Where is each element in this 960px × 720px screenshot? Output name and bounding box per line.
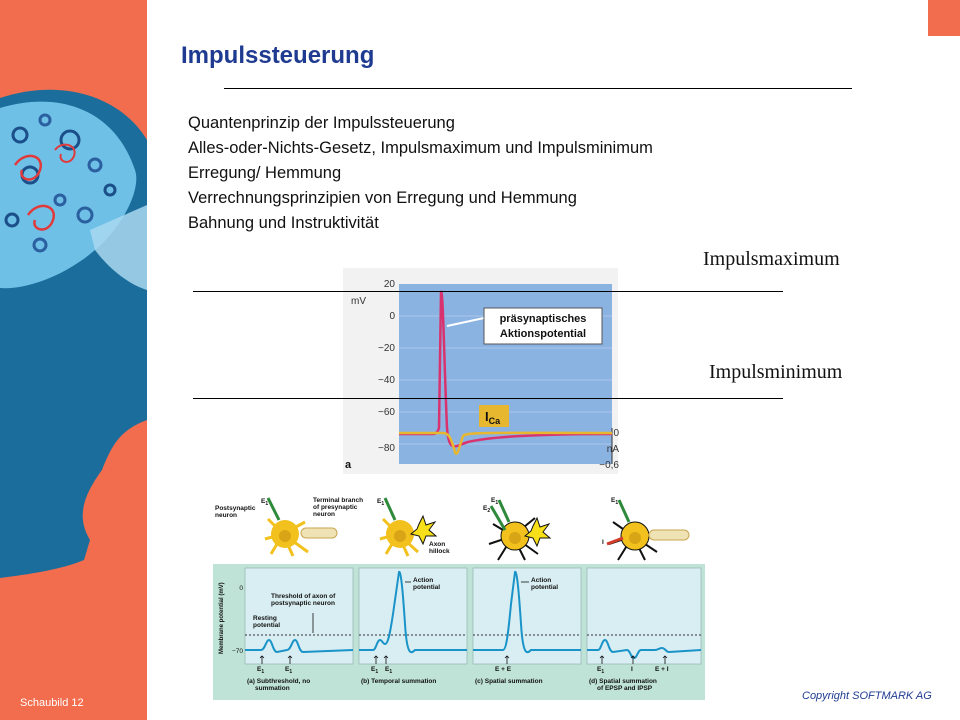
event-label: $E_1$ xyxy=(385,666,393,675)
e1-label: $E_1$ xyxy=(377,498,385,507)
panel-caption: (a) Subthreshold, no summation xyxy=(247,678,311,692)
head-profile-illustration xyxy=(0,0,147,720)
event-label: $E_1$ xyxy=(597,666,605,675)
orange-square xyxy=(928,0,960,36)
bullet-item: Verrechnungsprinzipien von Erregung und Hemmung xyxy=(188,189,577,207)
impulsmaximum-line xyxy=(193,291,783,292)
panel-caption: (c) Spatial summation xyxy=(475,678,543,685)
right-tick-label: −0,6 xyxy=(599,460,619,471)
panel-letter: a xyxy=(345,459,352,471)
y-tick-label: 20 xyxy=(383,279,395,290)
panel-caption: (d) Spatial summation of EPSP and IPSP xyxy=(589,678,657,692)
bullet-item: Bahnung und Instruktivität xyxy=(188,214,379,232)
bullet-list xyxy=(188,111,653,236)
callout-line: Aktionspotential xyxy=(499,328,587,340)
y-tick-label: −80 xyxy=(378,443,395,454)
action-potential-chart xyxy=(343,268,618,474)
action-potential-label: Action potential xyxy=(413,577,441,591)
bullet-item: Quantenprinzip der Impulssteuerung xyxy=(188,114,455,132)
panel-caption: (b) Temporal summation xyxy=(361,678,437,685)
e2-label: $E_2$ xyxy=(483,505,491,514)
y-axis-label: Membrane potential (mV) xyxy=(219,582,225,654)
y-tick-label: −60 xyxy=(378,407,395,418)
e1-label: $E_1$ xyxy=(261,498,269,507)
threshold-label: Threshold of axon of postsynaptic neuron xyxy=(271,593,336,607)
axis-unit-mv: mV xyxy=(351,296,366,307)
postsynaptic-neuron-label: Postsynaptic neuron xyxy=(215,505,256,519)
impulsmaximum-label: Impulsmaximum xyxy=(703,248,840,270)
event-label: $E_1$ xyxy=(371,666,379,675)
bullet-item: Alles-oder-Nichts-Gesetz, Impulsmaximum und Impulsminimum xyxy=(188,139,653,157)
y-tick-label: 0 xyxy=(389,311,395,322)
inhibitory-label: I xyxy=(602,539,604,546)
right-tick-label: 0 xyxy=(613,428,619,439)
action-potential-label: Action potential xyxy=(531,577,559,591)
event-label: $E_1$ xyxy=(285,666,293,675)
e1-label: $E_1$ xyxy=(491,497,499,506)
impulsminimum-line xyxy=(193,398,783,399)
y-tick-label: −20 xyxy=(378,343,395,354)
title-underline xyxy=(224,88,852,89)
callout-line: präsynaptisches xyxy=(499,313,587,325)
ica-label: $I_{Ca}$ xyxy=(485,409,501,426)
slide-number: Schaubild 12 xyxy=(20,697,84,709)
copyright-notice: Copyright SOFTMARK AG xyxy=(802,690,932,702)
synaptic-summation-figure xyxy=(213,494,705,702)
y-tick-label: −70 xyxy=(231,648,243,655)
y-tick-label: −40 xyxy=(378,375,395,386)
terminal-branch-label: Terminal branch of presynaptic neuron xyxy=(313,497,364,518)
event-label: E + I xyxy=(655,666,669,673)
resting-potential-label: Resting potential xyxy=(253,615,281,629)
y-tick-label: 0 xyxy=(239,585,243,592)
e1-label: $E_1$ xyxy=(611,497,619,506)
sidebar-illustration xyxy=(0,0,147,720)
impulsminimum-label: Impulsminimum xyxy=(709,361,843,383)
bullet-item: Erregung/ Hemmung xyxy=(188,164,342,182)
event-label: $E_1$ xyxy=(257,666,265,675)
event-label: E + E xyxy=(495,666,512,673)
axon-hillock-label: Axon hillock xyxy=(429,541,450,555)
page-title: Impulssteuerung xyxy=(181,42,375,69)
right-axis-unit: nA xyxy=(606,444,619,455)
event-label: I xyxy=(631,666,633,673)
